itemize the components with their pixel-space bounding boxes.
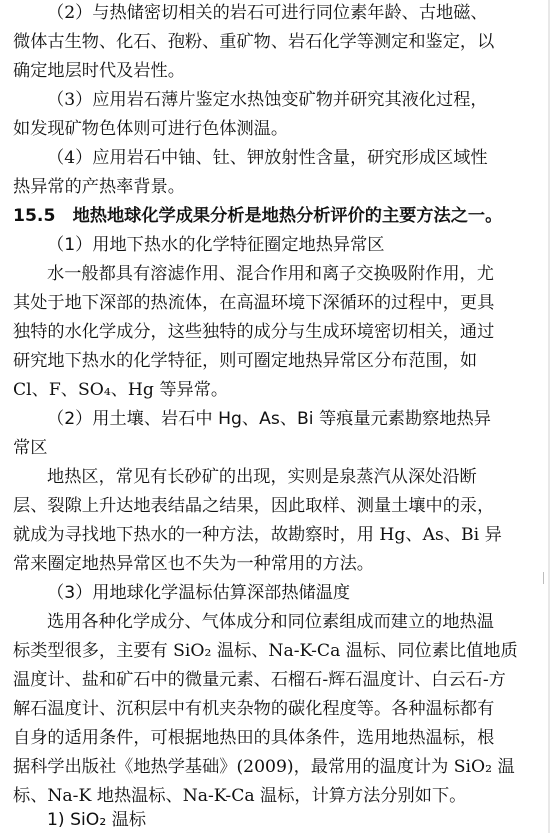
subsection-heading: （2）用土壤、岩石中 Hg、As、Bi 等痕量元素勘察地热异 xyxy=(47,409,491,429)
text-line: Cl、F、SO₄、Hg 等异常。 xyxy=(13,380,229,400)
text-line: 解石温度计、沉积层中有机夹杂物的碳化程度等。各种温标都有 xyxy=(13,699,495,719)
text-line: 确定地层时代及岩性。 xyxy=(13,61,185,81)
text-line: 常来圈定地热异常区也不失为一种常用的方法。 xyxy=(13,554,374,574)
text-line: 选用各种化学成分、气体成分和同位素组成而建立的地热温 xyxy=(47,612,494,632)
text-line: 标类型很多，主要有 SiO₂ 温标、Na-K-Ca 温标、同位素比值地质 xyxy=(13,641,518,661)
section-heading: 15.5 地热地球化学成果分析是地热分析评价的主要方法之一。 xyxy=(13,206,503,226)
text-line: 水一般都具有溶滤作用、混合作用和离子交换吸附作用，尤 xyxy=(47,264,494,284)
text-line: 层、裂隙上升达地表结晶之结果，因此取样、测量土壤中的汞， xyxy=(13,496,495,516)
text-line: 标、Na-K 地热温标、Na-K-Ca 温标，计算方法分别如下。 xyxy=(13,786,467,806)
text-line: （3）应用岩石薄片鉴定水热蚀变矿物并研究其液化过程， xyxy=(47,90,488,110)
subsection-heading: 1) SiO₂ 温标 xyxy=(47,810,147,830)
text-line: 温度计、盐和矿石中的微量元素、石榴石-辉石温度计、白云石-方 xyxy=(13,670,506,690)
text-line: 如发现矿物色体则可进行色体测温。 xyxy=(13,119,289,139)
subsection-heading: （3）用地球化学温标估算深部热储温度 xyxy=(47,583,351,603)
text-line: 据科学出版社《地热学基础》(2009)，最常用的温度计为 SiO₂ 温 xyxy=(13,757,515,777)
text-line: （4）应用岩石中铀、钍、钾放射性含量，研究形成区域性 xyxy=(47,148,488,168)
subsection-heading: （1）用地下热水的化学特征圈定地热异常区 xyxy=(47,235,385,255)
text-line: （2）与热储密切相关的岩石可进行同位素年龄、古地磁、 xyxy=(47,3,488,23)
text-line: 热异常的产热率背景。 xyxy=(13,177,185,197)
text-line: 就成为寻找地下热水的一种方法，故勘察时，用 Hg、As、Bi 异 xyxy=(13,525,502,545)
scan-mark xyxy=(543,572,544,584)
text-line: 微体古生物、化石、孢粉、重矿物、岩石化学等测定和鉴定，以 xyxy=(13,32,495,52)
text-line: 研究地下热水的化学特征，则可圈定地热异常区分布范围，如 xyxy=(13,351,478,371)
text-line: 地热区，常见有长砂矿的出现，实则是泉蒸汽从深处沿断 xyxy=(47,467,477,487)
text-line: 独特的水化学成分，这些独特的成分与生成环境密切相关，通过 xyxy=(13,322,495,342)
text-line: 其处于地下深部的热流体，在高温环境下深循环的过程中，更具 xyxy=(13,293,495,313)
text-line: 自身的适用条件，可根据地热田的具体条件，选用地热温标，根 xyxy=(13,728,495,748)
subsection-heading: 常区 xyxy=(13,438,48,458)
